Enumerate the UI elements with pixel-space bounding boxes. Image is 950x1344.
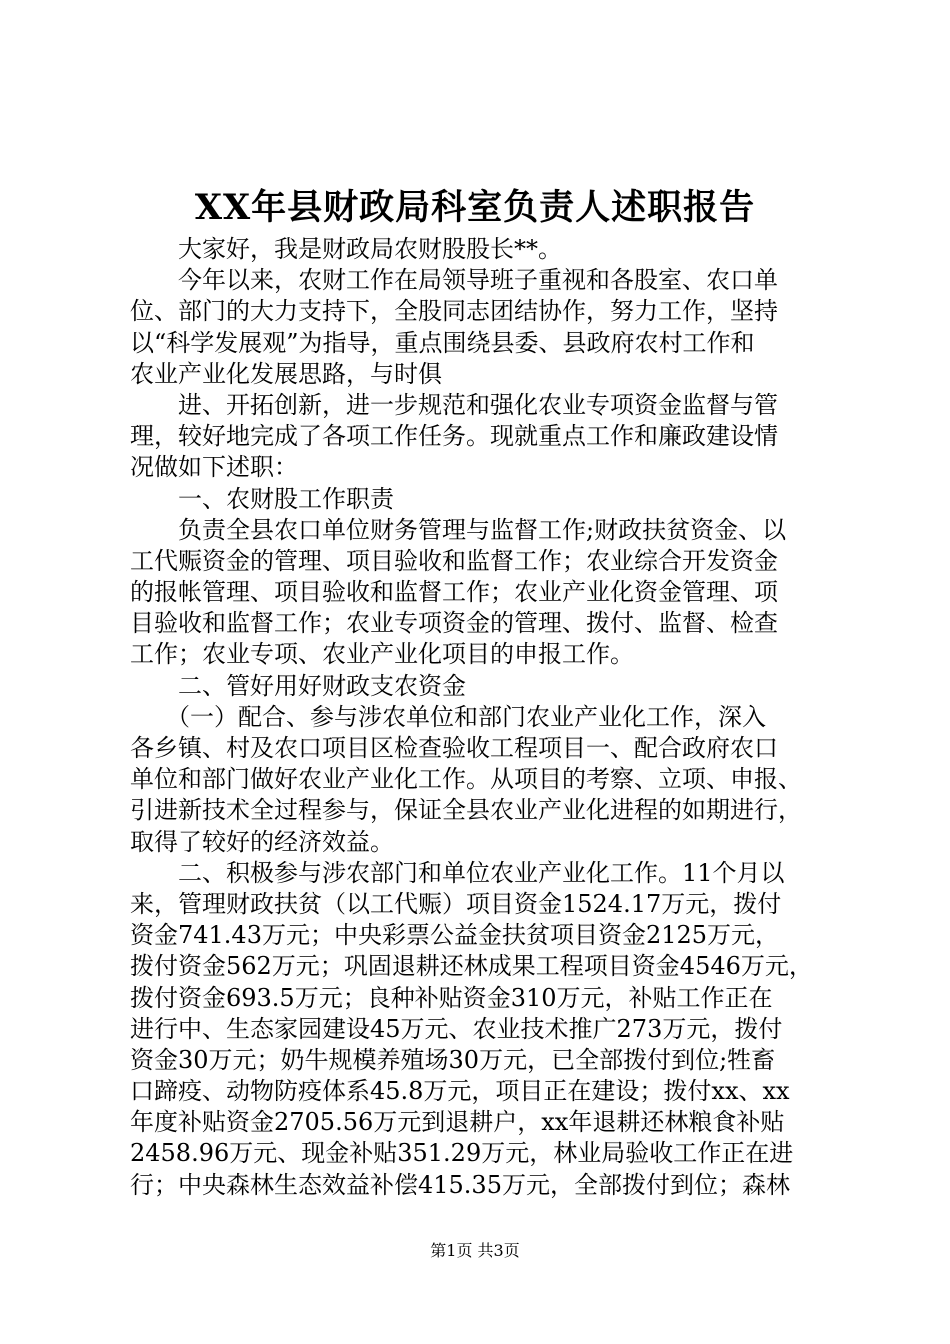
text-line: 的报帐管理、项目验收和监督工作；农业产业化资金管理、项 bbox=[130, 578, 778, 607]
text-line: 取得了较好的经济效益。 bbox=[130, 827, 394, 856]
text-line: 单位和部门做好农业产业化工作。从项目的考察、立项、申报、 bbox=[130, 765, 802, 794]
text-line: 工作；农业专项、农业产业化项目的申报工作。 bbox=[130, 640, 634, 669]
text-line: 进行中、生态家园建设45万元、农业技术推广273万元，拨付 bbox=[130, 1014, 783, 1043]
text-line: 况做如下述职： bbox=[130, 453, 298, 482]
page-footer: 第1页 共3页 bbox=[430, 1241, 520, 1260]
text-line: （一）配合、参与涉农单位和部门农业产业化工作，深入 bbox=[130, 702, 766, 731]
text-line: 2458.96万元、现金补贴351.29万元，林业局验收工作正在进 bbox=[130, 1139, 794, 1168]
text-line: 大家好，我是财政局农财股股长**。 bbox=[130, 235, 562, 263]
text-line: 行；中央森林生态效益补偿415.35万元，全部拨付到位；森林 bbox=[130, 1170, 790, 1199]
text-line: 农业产业化发展思路，与时俱 bbox=[130, 359, 442, 388]
text-line: 资金30万元；奶牛规模养殖场30万元，已全部拨付到位;牲畜 bbox=[130, 1045, 776, 1074]
text-line: 拨付资金562万元；巩固退耕还林成果工程项目资金4546万元， bbox=[130, 952, 813, 981]
text-line: 二、积极参与涉农部门和单位农业产业化工作。11个月以 bbox=[130, 858, 785, 887]
text-line: 进、开拓创新，进一步规范和强化农业专项资金监督与管 bbox=[130, 390, 778, 419]
text-line: 一、农财股工作职责 bbox=[130, 484, 394, 513]
text-line: 今年以来，农财工作在局领导班子重视和各股室、农口单 bbox=[130, 266, 778, 295]
text-line: 来，管理财政扶贫（以工代赈）项目资金1524.17万元，拨付 bbox=[130, 889, 782, 918]
text-line: 目验收和监督工作；农业专项资金的管理、拨付、监督、检查 bbox=[130, 609, 778, 638]
text-line: 引进新技术全过程参与，保证全县农业产业化进程的如期进行， bbox=[130, 796, 802, 825]
text-line: 位、部门的大力支持下，全股同志团结协作，努力工作，坚持 bbox=[130, 297, 778, 326]
text-line: 拨付资金693.5万元；良种补贴资金310万元，补贴工作正在 bbox=[130, 983, 773, 1012]
text-line: 负责全县农口单位财务管理与监督工作;财政扶贫资金、以 bbox=[130, 515, 787, 544]
document-body bbox=[130, 234, 830, 1201]
text-line: 各乡镇、村及农口项目区检查验收工程项目一、配合政府农口 bbox=[130, 734, 778, 762]
text-line: 年度补贴资金2705.56万元到退耕户，xx年退耕还林粮食补贴 bbox=[130, 1108, 785, 1137]
text-line: 工代赈资金的管理、项目验收和监督工作；农业综合开发资金 bbox=[130, 546, 778, 575]
text-line: 二、管好用好财政支农资金 bbox=[130, 671, 466, 700]
text-line: 理，较好地完成了各项工作任务。现就重点工作和廉政建设情 bbox=[130, 422, 778, 451]
text-line: 口蹄疫、动物防疫体系45.8万元，项目正在建设；拨付xx、xx bbox=[130, 1077, 790, 1106]
document-title: XX年县财政局科室负责人述职报告 bbox=[194, 187, 756, 228]
text-line: 以“科学发展观”为指导，重点围绕县委、县政府农村工作和 bbox=[130, 328, 755, 357]
text-line: 资金741.43万元；中央彩票公益金扶贫项目资金2125万元， bbox=[130, 921, 780, 950]
